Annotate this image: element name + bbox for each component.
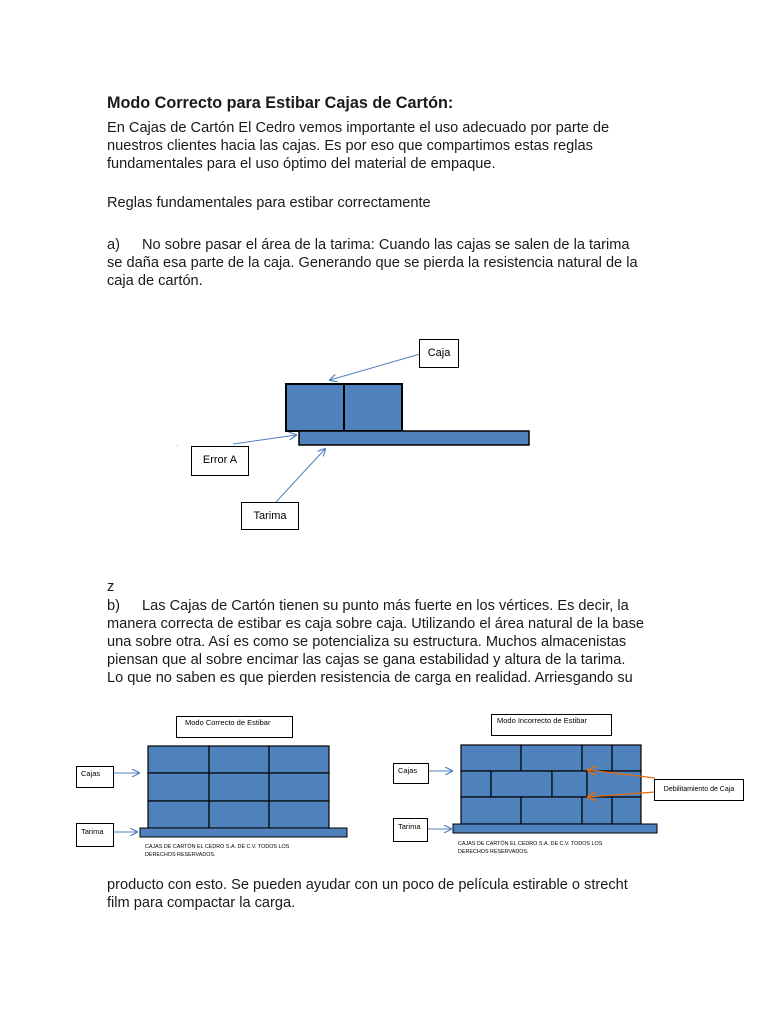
- intro-line: En Cajas de Cartón El Cedro vemos importante el uso adecuado por parte de: [107, 120, 610, 136]
- incorrect-tarima-label: Tarima: [393, 818, 428, 842]
- rule-b-line: Lo que no saben es que pierden resistencia de carga en realidad. Arriesgando su: [107, 670, 633, 686]
- rule-b-paragraph: [107, 597, 672, 687]
- stray-character: z: [107, 579, 115, 595]
- tarima-arrow: [276, 449, 325, 502]
- rule-a-paragraph: [107, 236, 672, 290]
- correct-diagram-title: Modo Correcto de Estibar: [176, 716, 293, 738]
- rule-b-line: piensan que al sobre encimar las cajas se gana estabilidad y altura de la tarima.: [107, 652, 626, 668]
- correct-pallet: [140, 828, 347, 837]
- copyright-line: CAJAS DE CARTÓN EL CEDRO S.A. DE C.V. TODOS LOS: [458, 841, 603, 847]
- weakening-arrow-1: [588, 770, 655, 778]
- intro-line: fundamentales para el uso óptimo del material de empaque.: [107, 156, 496, 172]
- rule-b-line: manera correcta de estibar es caja sobre caja. Utilizando el área natural de la base: [107, 616, 645, 632]
- correct-tarima-label: Tarima: [76, 823, 114, 847]
- document-title: Modo Correcto para Estibar Cajas de Cartón:: [107, 94, 454, 112]
- error-arrow: [233, 435, 296, 444]
- rule-a-line: caja de cartón.: [107, 273, 203, 289]
- rule-a-line: No sobre pasar el área de la tarima: Cuando las cajas se salen de la tarima: [142, 237, 630, 253]
- intro-paragraph: [107, 119, 672, 173]
- rule-b-label: b): [107, 598, 120, 614]
- copyright-line: CAJAS DE CARTÓN EL CEDRO S.A. DE C.V. TODOS LOS: [145, 844, 290, 850]
- incorrect-pallet: [453, 824, 657, 833]
- svg-text:.: .: [176, 441, 178, 448]
- weakening-arrow-2: [588, 792, 655, 797]
- incorrect-copyright: [458, 840, 602, 856]
- closing-paragraph: [107, 876, 672, 912]
- rule-b-line: Las Cajas de Cartón tienen su punto más fuerte en los vértices. Es decir, la: [142, 598, 629, 614]
- rule-b-line: una sobre otra. Así es como se potencializa su estructura. Muchos almacenistas: [107, 634, 627, 650]
- pallet: [299, 431, 529, 445]
- error-a-label: Error A: [191, 446, 249, 476]
- copyright-line: DERECHOS RESERVADOS.: [145, 852, 216, 858]
- correct-stack-boxes: [148, 746, 329, 828]
- tarima-label: Tarima: [241, 502, 299, 530]
- incorrect-cajas-label: Cajas: [393, 763, 429, 784]
- incorrect-stack-boxes: [461, 745, 641, 824]
- caja-label: Caja: [419, 339, 459, 368]
- closing-line: producto con esto. Se pueden ayudar con un poco de película estirable o strecht: [107, 877, 628, 893]
- closing-line: film para compactar la carga.: [107, 895, 296, 911]
- correct-cajas-label: Cajas: [76, 766, 114, 788]
- copyright-line: DERECHOS RESERVADOS.: [458, 849, 529, 855]
- weakening-label: Debilitamiento de Caja: [654, 779, 744, 801]
- boxes-overhang: [286, 384, 402, 431]
- caja-arrow: [330, 354, 420, 380]
- rule-a-label: a): [107, 237, 120, 253]
- intro-line: nuestros clientes hacia las cajas. Es por eso que compartimos estas reglas: [107, 138, 593, 154]
- incorrect-diagram-title: Modo Incorrecto de Estibar: [491, 714, 612, 736]
- rules-heading: Reglas fundamentales para estibar correctamente: [107, 195, 431, 211]
- correct-copyright: [145, 843, 289, 859]
- rule-a-line: se daña esa parte de la caja. Generando que se pierda la resistencia natural de la: [107, 255, 638, 271]
